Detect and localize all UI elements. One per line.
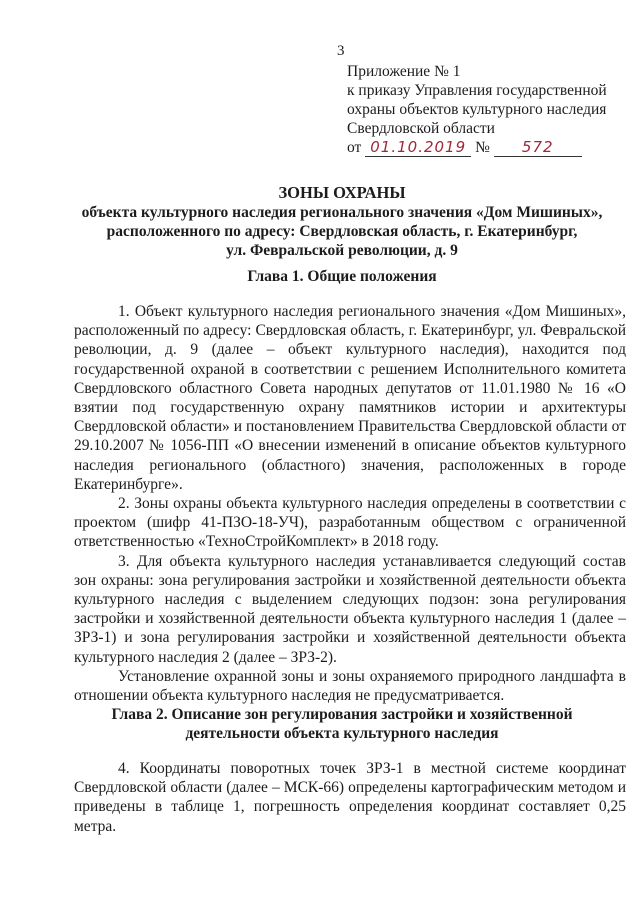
page-number: 3 [337,43,345,59]
title-line: расположенного по адресу: Свердловская область, г. Екатеринбург, [106,223,578,240]
order-date-field [365,139,471,157]
chapter-1-body [74,302,626,705]
title-line: ул. Февральской революции, д. 9 [226,242,458,259]
chapter-2-body [74,759,626,836]
paragraph: Установление охранной зоны и зоны охраняемого природного ландшафта в отношении объекта культурного наследия не предусматривается. [74,667,626,705]
chapter-1-heading: Глава 1. Общие положения [247,268,437,285]
paragraph: 4. Координаты поворотных точек ЗРЗ-1 в местной системе координат Свердловской области (далее – МСК-66) определены картографическим методом и приведены в таблице 1, погрешность определения координат составляет 0,25 метра. [74,760,626,835]
document-title [60,183,624,260]
handwritten-date: 01.10.2019 [370,138,467,156]
number-prefix: № [475,139,490,156]
appendix-line: к приказу Управления государственной [347,82,607,99]
paragraph: 3. Для объекта культурного наследия устанавливается следующий состав зон охраны: зона регулирования застройки и хозяйственной деятельности объекта культурного наследия с выделением следующих подзон: зона регулирования застройки и хозяйственной деятельности объекта культурного наследия 1 (далее – ЗРЗ-1) и зона регулирования застройки и хозяйственной деятельности объекта культурного наследия 2 (далее – ЗРЗ-2). [74,552,626,666]
title-line: объекта культурного наследия регионального значения «Дом Мишиных», [81,204,603,221]
chapter-2-heading [60,705,624,743]
order-number-field [494,139,582,157]
appendix-line: охраны объектов культурного наследия [347,101,607,118]
appendix-block [347,62,617,157]
paragraph: 1. Объект культурного наследия регионального значения «Дом Мишиных», расположенный по адресу: Свердловская область, г. Екатеринбург, ул. Февральской революции, д. 9 (далее – объект культурного наследия), находится под государственной охраной в соответствии с решением Исполнительного комитета Свердловского областного Совета народных депутатов от 11.01.1980 № 16 «О взятии под государственную охрану памятников истории и архитектуры Свердловской области» и постановлением Правительства Свердловской области от 29.10.2007 № 1056-ПП «О внесении изменений в описание объектов культурного наследия регионального (областного) значения, расположенных в городе Екатеринбурге». [74,303,626,493]
appendix-line: Приложение № 1 [347,63,461,80]
chapter-2-heading-line: деятельности объекта культурного наследия [185,725,499,742]
appendix-line: Свердловской области [347,120,495,137]
chapter-2-heading-line: Глава 2. Описание зон регулирования застройки и хозяйственной [111,706,573,723]
date-prefix: от [347,139,362,156]
paragraph: 2. Зоны охраны объекта культурного наследия определены в соответствии с проектом (шифр 41-ПЗО-18-УЧ), разработанным обществом с ограниченной ответственностью «ТехноСтройКомплект» в 2018 году. [74,495,626,551]
title-main: ЗОНЫ ОХРАНЫ [278,183,406,202]
order-date-number-line [347,138,617,157]
handwritten-number: 572 [521,138,554,156]
